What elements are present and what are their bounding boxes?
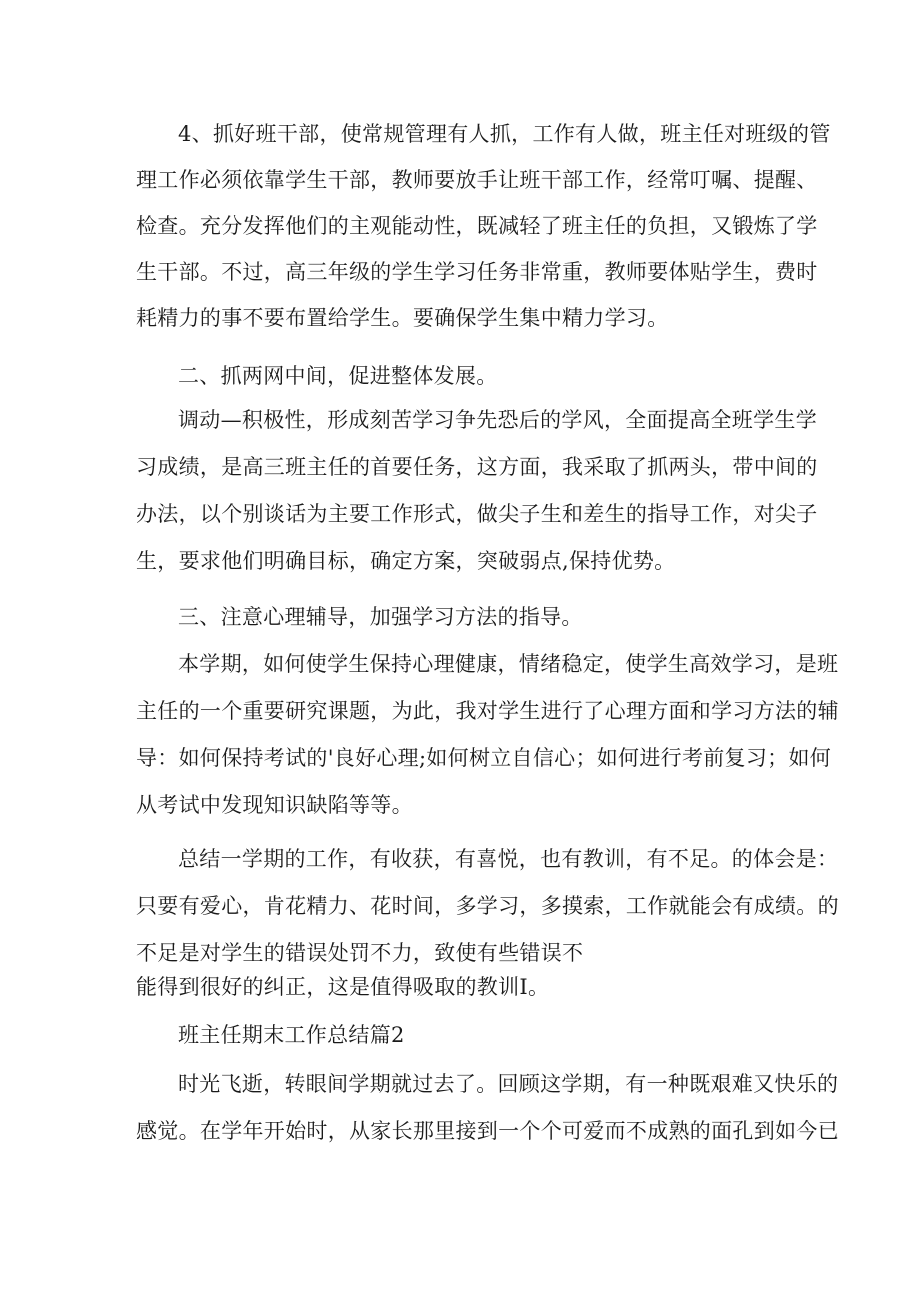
paragraph-line: 本学期，如何使学生保持心理健康，情绪稳定，使学生高效学习，是班 — [178, 652, 839, 676]
paragraph-line: 从考试中发现知识缺陷等等。 — [136, 793, 413, 817]
paragraph-line: 能得到很好的纠正，这是值得吸取的教训I。 — [136, 975, 550, 999]
paragraph-line: 办法，以个别谈话为主要工作形式，做尖子生和差生的指导工作，对尖子 — [136, 502, 818, 526]
paragraph-line: 理工作必须依靠学生干部，教师要放手让班干部工作，经常叮嘱、提醒、 — [136, 168, 818, 192]
paragraph-line: 导：如何保持考试的'良好心理;如何树立自信心；如何进行考前复习；如何 — [136, 746, 832, 770]
paragraph-line: 总结一学期的工作，有收获，有喜悦，也有教训，有不足。的体会是： — [178, 847, 839, 871]
paragraph-line: 生，要求他们明确目标，确定方案，突破弱点,保持优势。 — [136, 549, 676, 573]
section-heading: 二、抓两网中间，促进整体发展。 — [178, 364, 498, 388]
section-heading: 三、注意心理辅导，加强学习方法的指导。 — [178, 605, 583, 629]
paragraph-line: 检查。充分发挥他们的主观能动性，既减轻了班主任的负担，又锻炼了学 — [136, 214, 818, 238]
paragraph-line: 耗精力的事不要布置给学生。要确保学生集中精力学习。 — [136, 306, 669, 330]
paragraph-line: 生干部。不过，高三年级的学生学习任务非常重，教师要体贴学生，费时 — [136, 260, 818, 284]
paragraph-line: 主任的一个重要研究课题，为此，我对学生进行了心理方面和学习方法的辅 — [136, 699, 839, 723]
section-title: 班主任期末工作总结篇2 — [178, 1023, 405, 1047]
paragraph-line: 时光飞逝，转眼间学期就过去了。回顾这学期，有一种既艰难又快乐的 — [178, 1072, 839, 1096]
paragraph-line: 习成绩，是高三班主任的首要任务，这方面，我采取了抓两头，带中间的 — [136, 455, 818, 479]
paragraph-line: 4、抓好班干部，使常规管理有人抓，工作有人做，班主任对班级的管 — [178, 122, 831, 146]
paragraph-line: 只要有爱心，肯花精力、花时间，多学习，多摸索，工作就能会有成绩。的 — [136, 894, 839, 918]
paragraph-line: 不足是对学生的错误处罚不力，致使有些错误不 — [136, 941, 584, 965]
paragraph-line: 调动—积极性，形成刻苦学习争先恐后的学风，全面提高全班学生学 — [178, 408, 817, 432]
paragraph-line: 感觉。在学年开始时，从家长那里接到一个个可爱而不成熟的面孔到如今已 — [136, 1119, 839, 1143]
